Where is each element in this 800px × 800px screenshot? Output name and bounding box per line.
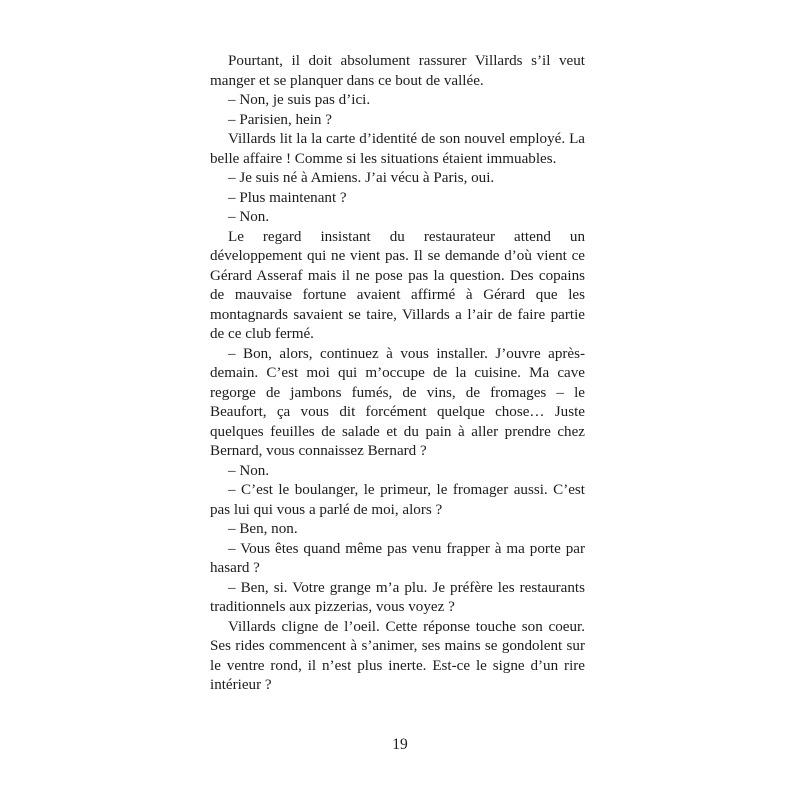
paragraph: – Plus maintenant ? [228, 189, 347, 206]
paragraph: – Ben, non. [228, 521, 298, 537]
paragraph: – Parisien, hein ? [228, 111, 332, 128]
paragraph: – Bon, alors, continuez à vous installer. J’ouvre après-demain. C’est moi qui m’occupe de la cuisine. Ma cave regorge de jambons fumés, de vins, de fromages – le Beaufort, ça vous dit forcément quelque chose… Juste quelques feuilles de salade et du pain à aller prendre chez Bernard, vous connaissez Bernard ? [210, 345, 585, 459]
paragraph: – Je suis né à Amiens. J’ai vécu à Paris, oui. [228, 170, 495, 186]
body-text [210, 52, 585, 696]
paragraph: – Non, je suis pas d’ici. [228, 92, 371, 108]
paragraph: – Vous êtes quand même pas venu frapper à ma porte par hasard ? [210, 540, 585, 576]
paragraph: – Non. [228, 462, 270, 479]
paragraph: – Ben, si. Votre grange m’a plu. Je préfère les restaurants traditionnels aux pizzerias, vous voyez ? [210, 579, 585, 615]
paragraph: Villards lit la la carte d’identité de son nouvel employé. La belle affaire ! Comme si les situations étaient immuables. [210, 131, 585, 167]
paragraph: Pourtant, il doit absolument rassurer Villards s’il veut manger et se planquer dans ce bout de vallée. [210, 53, 585, 89]
paragraph: Villards cligne de l’oeil. Cette réponse touche son coeur. Ses rides commencent à s’animer, ses mains se gondolent sur le ventre rond, il n’est plus inerte. Est-ce le signe d’un rire intérieur ? [210, 618, 585, 693]
paragraph: – C’est le boulanger, le primeur, le fromager aussi. C’est pas lui qui vous a parlé de moi, alors ? [210, 482, 585, 518]
paragraph: Le regard insistant du restaurateur attend un développement qui ne vient pas. Il se demande d’où vient ce Gérard Asseraf mais il ne pose pas la question. Des copains de mauvaise fortune avaient affirmé à Gérard que les montagnards savaient se taire, Villards a l’air de faire partie de ce club fermé. [210, 228, 585, 342]
page-number: 19 [392, 736, 408, 753]
paragraph: – Non. [228, 209, 270, 225]
